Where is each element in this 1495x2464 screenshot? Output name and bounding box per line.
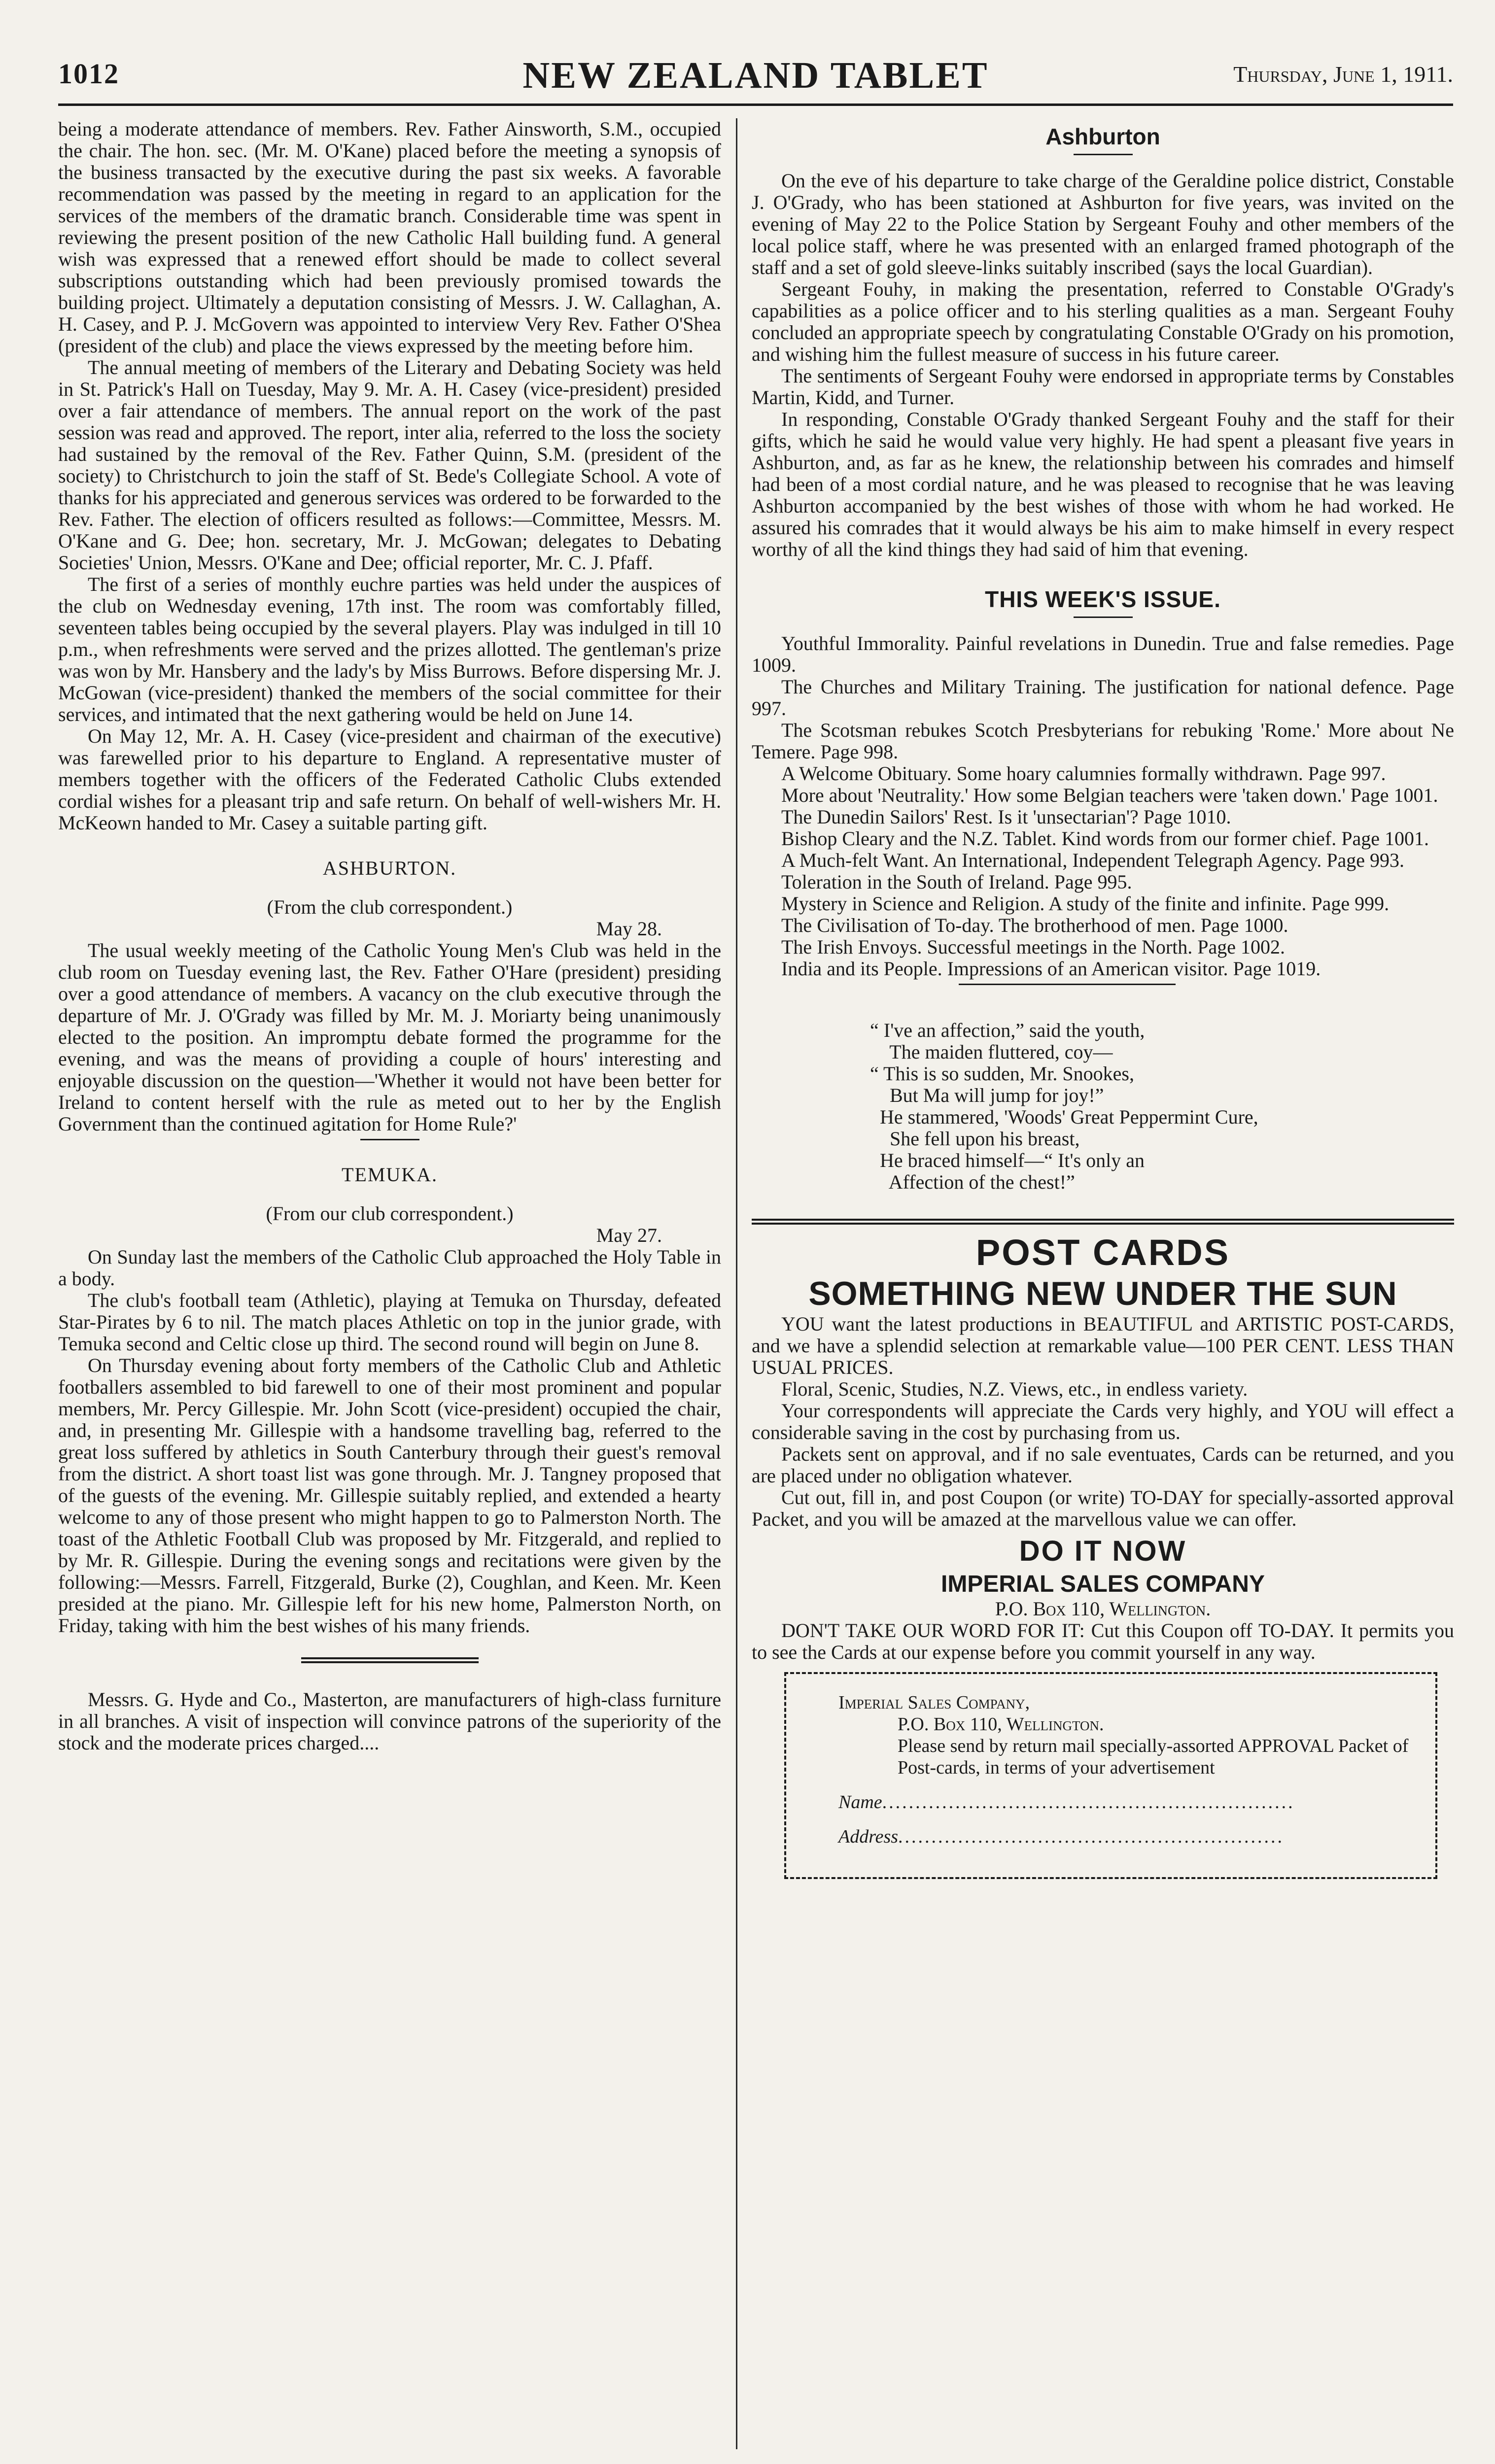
section-separator: [301, 1657, 479, 1663]
article-paragraph: The club's football team (Athletic), playing at Temuka on Thursday, defeated Star-Pirates by 6 to nil. The match places Athletic on top in the junior grade, with Temuka second and Celtic close up third. The second round will begin on June 8.: [58, 1289, 721, 1355]
coupon-name-field[interactable]: Name..............................................................: [838, 1792, 1295, 1813]
coupon-company: Imperial Sales Company,: [838, 1692, 1030, 1713]
article-paragraph: In responding, Constable O'Grady thanked Sergeant Fouhy and the staff for their gifts, which he said he would value very highly. He had spent a pleasant five years in Ashburton, and, as far as he knew, the relationship between his comrades and himself had been of a most cordial nature, and he was pleased to recognise that he was leaving Ashburton accompanied by the best wishes of those with whom he had worked. He assured his comrades that it would always be his aim to make himself in every respect worthy of all the kind things they had said of him that evening.: [752, 408, 1454, 560]
issue-date: Thursday, June 1, 1911.: [1233, 62, 1453, 87]
advert-paragraph: Floral, Scenic, Studies, N.Z. Views, etc., in endless variety.: [781, 1378, 1248, 1400]
post-cards-advert: [752, 1232, 1454, 1879]
column-divider: [736, 118, 737, 2449]
poem-line: But Ma will jump for joy!”: [870, 1084, 1104, 1106]
section-heading-temuka: TEMUKA.: [341, 1164, 438, 1186]
list-item: The Churches and Military Training. The justification for national defence. Page 997.: [752, 676, 1454, 719]
list-item: The Dunedin Sailors' Rest. Is it 'unsectarian'? Page 1010.: [781, 806, 1231, 828]
list-item: Mystery in Science and Religion. A study of the finite and infinite. Page 999.: [781, 892, 1390, 915]
poem-line: The maiden fluttered, coy—: [870, 1041, 1113, 1063]
advert-poem: [870, 1020, 1454, 1193]
poem-line: “ This is so sudden, Mr. Snookes,: [870, 1062, 1134, 1085]
poem-line: He stammered, 'Woods' Great Peppermint Cure,: [870, 1106, 1258, 1128]
correspondent-line: (From the club correspondent.): [267, 896, 513, 918]
list-item: A Welcome Obituary. Some hoary calumnies formally withdrawn. Page 997.: [781, 762, 1386, 785]
article-paragraph: Sergeant Fouhy, in making the presentation, referred to Constable O'Grady's capabilities as a police officer and to his sterling qualities as a man. Sergeant Fouhy concluded an appropriate speech by congratulating Constable O'Grady on his promotion, and wishing him the fullest measure of success in his future career.: [752, 278, 1454, 365]
advert-closing: DON'T TAKE OUR WORD FOR IT: Cut this Coupon off TO-DAY. It permits you to see the Cards at our expense before you commit yourself in any way.: [752, 1619, 1454, 1663]
list-item: A Much-felt Want. An International, Independent Telegraph Agency. Page 993.: [781, 849, 1405, 871]
advert-rule: [752, 1219, 1454, 1225]
section-rule: [360, 1139, 419, 1140]
coupon-cut-line: [784, 1672, 786, 1879]
article-paragraph: The first of a series of monthly euchre parties was held under the auspices of the club on Wednesday evening, 17th inst. The room was comfortably filled, seventeen tables being occupied by the several players. Play was indulged in till 10 p.m., when refreshments were served and the prizes allotted. The gentleman's prize was won by Mr. Hansbery and the lady's by Miss Burrows. Before dispersing Mr. J. McGowan (vice-president) thanked the members of the social committee for their services, and intimated that the next gathering would be held on June 14.: [58, 573, 721, 725]
coupon-address-field[interactable]: Address..........................................................: [838, 1826, 1285, 1847]
masthead-rule: [58, 103, 1453, 106]
list-item: The Irish Envoys. Successful meetings in the North. Page 1002.: [781, 936, 1286, 958]
advert-subtitle: SOMETHING NEW UNDER THE SUN: [808, 1275, 1397, 1312]
issue-contents-list: [752, 633, 1454, 980]
advert-paragraph: YOU want the latest productions in BEAUTIFUL and ARTISTIC POST-CARDS, and we have a splendid selection at remarkable value—100 PER CENT. LESS THAN USUAL PRICES.: [752, 1313, 1454, 1378]
section-rule: [959, 984, 1176, 985]
correspondent-line: (From our club correspondent.): [266, 1202, 514, 1225]
hyde-notice: Messrs. G. Hyde and Co., Masterton, are manufacturers of high-class furniture in all branches. A visit of inspection will convince patrons of the superiority of the stock and the moderate prices charged....: [58, 1688, 721, 1754]
article-paragraph: The usual weekly meeting of the Catholic Young Men's Club was held in the club room on Tuesday evening last, the Rev. Father O'Hare (president) presiding over a good attendance of members. A vacancy on the club executive through the departure of Mr. J. O'Grady was filled by Mr. M. J. Moriarty being unanimously elected to the position. An impromptu debate formed the programme for the evening, and was the means of providing a couple of hours' interesting and enjoyable discussion on the question—'Whether it would not have been better for Ireland to content herself with the rule as meted out to her by the English Government than the continued agitation for Home Rule?': [58, 939, 721, 1135]
dateline: May 27.: [596, 1224, 662, 1246]
article-paragraph: being a moderate attendance of members. Rev. Father Ainsworth, S.M., occupied the chair. The hon. sec. (Mr. M. O'Kane) placed before the meeting a synopsis of the business transacted by the executive during the past six weeks. A favorable recommendation was passed by the meeting in regard to an application for the services of the members of the dramatic branch. Considerable time was spent in reviewing the present position of the new Catholic Hall building fund. A general wish was expressed that a renewed effort should be made to collect several subscriptions outstanding which had been previously promised towards the building project. Ultimately a deputation consisting of Messrs. J. W. Callaghan, A. H. Casey, and P. J. McGovern was appointed to interview Very Rev. Father O'Shea (president of the club) and place the views expressed by the meeting before him.: [58, 118, 721, 357]
dateline: May 28.: [596, 918, 662, 940]
order-coupon: [784, 1672, 1437, 1879]
list-item: India and its People. Impressions of an American visitor. Page 1019.: [781, 958, 1321, 980]
address-label: Address: [838, 1826, 899, 1847]
page-number: 1012: [58, 58, 119, 90]
company-name: IMPERIAL SALES COMPANY: [941, 1571, 1265, 1597]
poem-line: He braced himself—“ It's only an: [870, 1149, 1145, 1171]
section-rule: [1074, 616, 1133, 618]
section-heading-ashburton-police: Ashburton: [1045, 124, 1160, 149]
list-item: The Scotsman rebukes Scotch Presbyterians for rebuking 'Rome.' More about Ne Temere. Page 998.: [752, 719, 1454, 763]
left-column: [58, 118, 721, 1754]
list-item: More about 'Neutrality.' How some Belgian teachers were 'taken down.' Page 1001.: [781, 784, 1438, 806]
article-paragraph: The annual meeting of members of the Literary and Debating Society was held in St. Patrick's Hall on Tuesday, May 9. Mr. A. H. Casey (vice-president) presided over a fair attendance of members. The annual report on the work of the past session was read and approved. The report, inter alia, referred to the loss the society had sustained by the removal of the Rev. Father Quinn, S.M. (president of the society) to Christchurch to join the staff of St. Bede's Collegiate School. A vote of thanks for his appreciated and generous services was ordered to be forwarded to the Rev. Father. The election of officers resulted as follows:—Committee, Messrs. M. O'Kane and G. Dee; hon. secretary, Mr. J. McGowan; delegates to Debating Societies' Union, Messrs. O'Kane and Dee; official reporter, Mr. C. J. Pfaff.: [58, 356, 721, 574]
section-heading-ashburton: ASHBURTON.: [322, 857, 457, 879]
coupon-cut-line: [784, 1672, 1437, 1674]
list-item: Toleration in the South of Ireland. Page 995.: [781, 871, 1132, 893]
coupon-request: Please send by return mail specially-assorted APPROVAL Packet of Post-cards, in terms of your advertisement: [898, 1736, 1409, 1778]
address-text: P.O. Box 110, Wellington.: [995, 1598, 1211, 1620]
advert-title: POST CARDS: [975, 1232, 1230, 1273]
article-paragraph: On May 12, Mr. A. H. Casey (vice-president and chairman of the executive) was farewelled prior to his departure to England. A representative muster of members together with the officers of the Federated Catholic Clubs extended cordial wishes for a pleasant trip and safe return. On behalf of well-wishers Mr. H. McKeown handed to Mr. Casey a suitable parting gift.: [58, 725, 721, 834]
article-paragraph: The sentiments of Sergeant Fouhy were endorsed in appropriate terms by Constables Martin, Kidd, and Turner.: [752, 365, 1454, 409]
list-item: Bishop Cleary and the N.Z. Tablet. Kind words from our former chief. Page 1001.: [781, 827, 1429, 850]
coupon-cut-line: [784, 1877, 1437, 1879]
article-paragraph: On Sunday last the members of the Catholic Club approached the Holy Table in a body.: [58, 1246, 721, 1290]
list-item: Youthful Immorality. Painful revelations in Dunedin. True and false remedies. Page 1009.: [752, 632, 1454, 676]
article-paragraph: On Thursday evening about forty members of the Catholic Club and Athletic footballers assembled to bid farewell to one of their most prominent and popular members, Mr. Percy Gillespie. Mr. John Scott (vice-president) occupied the chair, and, in presenting Mr. Gillespie with a handsome travelling bag, referred to the great loss suffered by athletics in South Canterbury through their guest's removal from the district. A short toast list was gone through. Mr. J. Tangney proposed that of the guests of the evening. Mr. Gillespie suitably replied, and extended a hearty welcome to any of those present who might happen to go to Palmerston North. The toast of the Athletic Football Club was proposed by Mr. Fitzgerald, and replied to by Mr. R. Gillespie. During the evening songs and recitations were given by the following:—Messrs. Farrell, Fitzgerald, Burke (2), Coughlan, and Keen. Mr. Keen presided at the piano. Mr. Gillespie left for his new home, Palmerston North, on Friday, taking with him the best wishes of his many friends.: [58, 1354, 721, 1637]
name-label: Name: [838, 1792, 882, 1813]
coupon-address: P.O. Box 110, Wellington.: [898, 1714, 1104, 1735]
advert-paragraph: Your correspondents will appreciate the Cards very highly, and YOU will effect a considerable saving in the cost by purchasing from us.: [752, 1400, 1454, 1443]
poem-line: Affection of the chest!”: [870, 1171, 1075, 1193]
coupon-cut-line: [1435, 1672, 1437, 1879]
section-heading-this-weeks-issue: THIS WEEK'S ISSUE.: [985, 586, 1221, 612]
article-paragraph: On the eve of his departure to take charge of the Geraldine police district, Constable J. O'Grady, who has been stationed at Ashburton for five years, was invited on the evening of May 22 to the Police Station by Sergeant Fouhy and other members of the local police staff, where he was presented with an enlarged framed photograph of the staff and a set of gold sleeve-links suitably inscribed (says the local Guardian).: [752, 170, 1454, 278]
call-to-action: DO IT NOW: [1019, 1535, 1187, 1567]
newspaper-title: NEW ZEALAND TABLET: [522, 55, 989, 96]
poem-line: “ I've an affection,” said the youth,: [870, 1019, 1145, 1041]
list-item: The Civilisation of To-day. The brotherhood of men. Page 1000.: [781, 914, 1288, 936]
company-address: [752, 1598, 1454, 1620]
right-column: [752, 118, 1454, 1879]
poem-line: She fell upon his breast,: [870, 1128, 1080, 1150]
coupon-body: [838, 1692, 1423, 1848]
masthead: [58, 54, 1453, 103]
section-rule: [1074, 154, 1133, 155]
advert-paragraph: Cut out, fill in, and post Coupon (or write) TO-DAY for specially-assorted approval Packet, and you will be amazed at the marvellous value we can offer.: [752, 1486, 1454, 1530]
advert-paragraph: Packets sent on approval, and if no sale eventuates, Cards can be returned, and you are placed under no obligation whatever.: [752, 1443, 1454, 1487]
